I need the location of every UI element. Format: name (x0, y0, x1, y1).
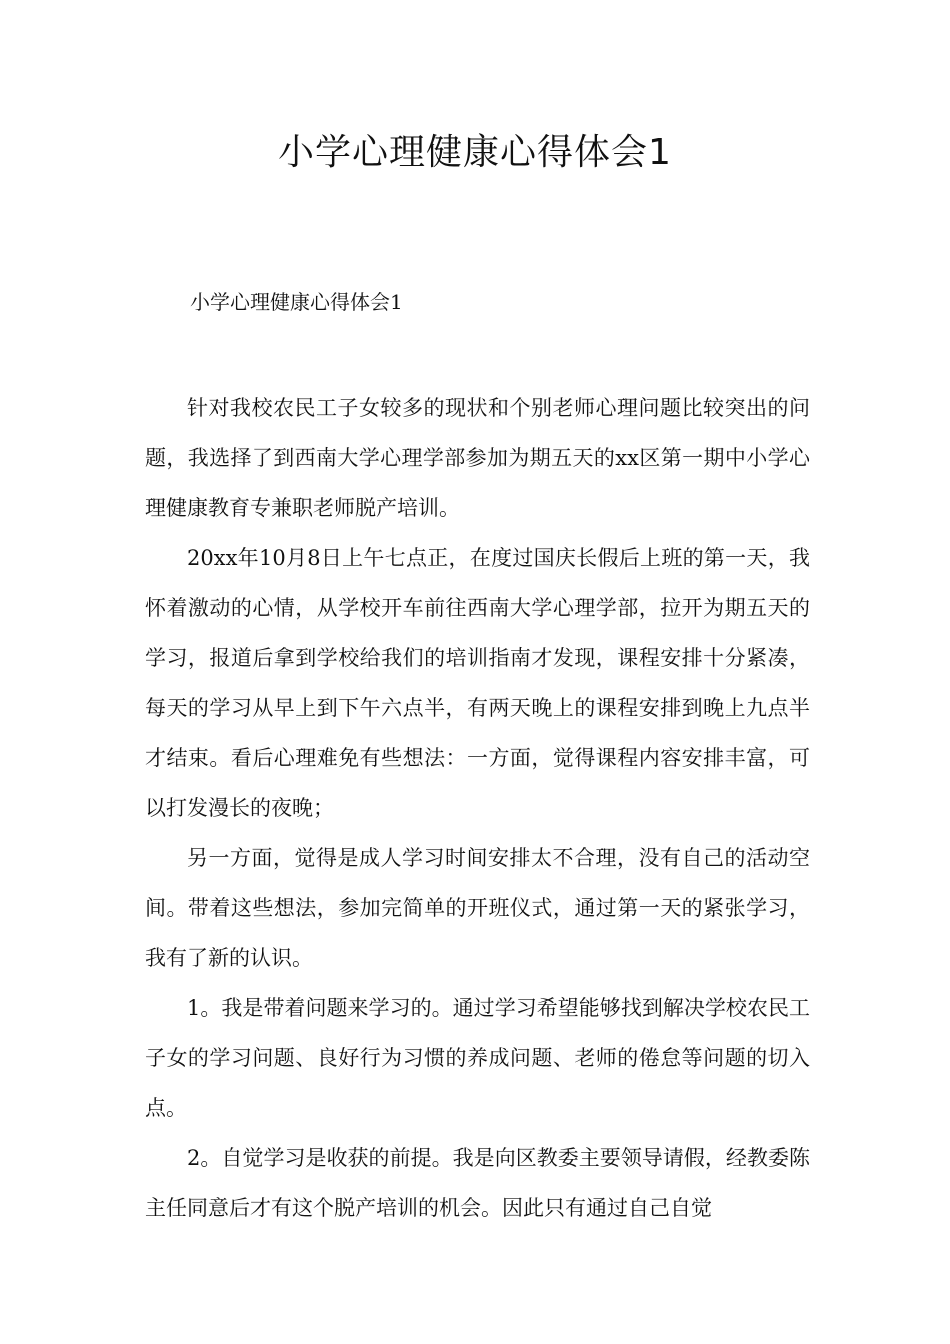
document-subtitle: 小学心理健康心得体会1 (190, 290, 403, 314)
paragraph-5: 2。自觉学习是收获的前提。我是向区教委主要领导请假，经教委陈主任同意后才有这个脱产培训的机会。因此只有通过自己自觉 (145, 1146, 810, 1220)
paragraph-2: 20xx年10月8日上午七点正，在度过国庆长假后上班的第一天，我怀着激动的心情，从学校开车前往西南大学心理学部，拉开为期五天的学习，报道后拿到学校给我们的培训指南才发现，课程安排十分紧凑，每天的学习从早上到下午六点半，有两天晚上的课程安排到晚上九点半才结束。看后心理难免有些想法：一方面，觉得课程内容安排丰富，可以打发漫长的夜晚； (145, 546, 810, 820)
paragraph-3: 另一方面，觉得是成人学习时间安排太不合理，没有自己的活动空间。带着这些想法，参加完简单的开班仪式，通过第一天的紧张学习，我有了新的认识。 (145, 846, 810, 970)
paragraph-1: 针对我校农民工子女较多的现状和个别老师心理问题比较突出的问题，我选择了到西南大学心理学部参加为期五天的xx区第一期中小学心理健康教育专兼职老师脱产培训。 (145, 396, 810, 520)
paragraph-4: 1。我是带着问题来学习的。通过学习希望能够找到解决学校农民工子女的学习问题、良好行为习惯的养成问题、老师的倦怠等问题的切入点。 (145, 996, 810, 1120)
document-body (145, 383, 810, 1233)
document-title: 小学心理健康心得体会1 (278, 132, 672, 173)
